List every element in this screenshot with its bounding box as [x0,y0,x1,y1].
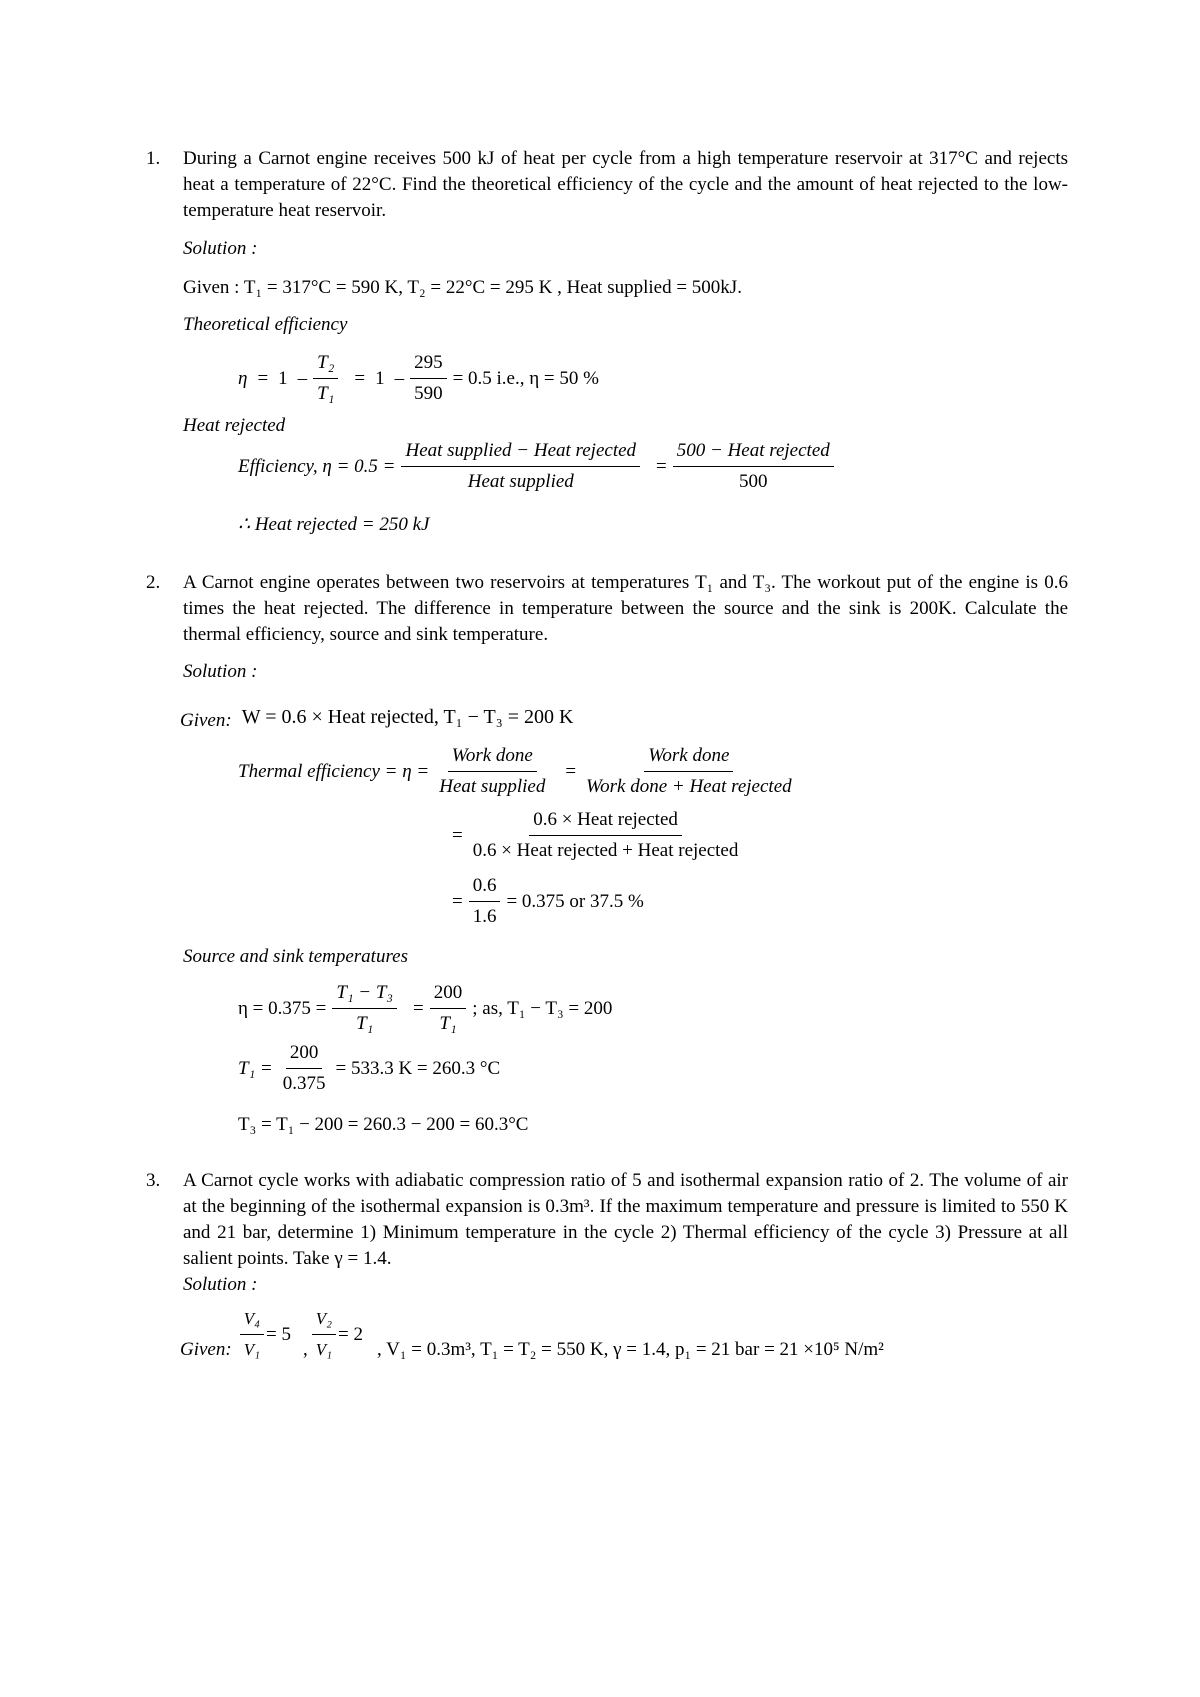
fraction-numerator: V₄ [240,1306,264,1335]
fraction-numerator: 200 [430,980,467,1009]
problem-3-statement: A Carnot cycle works with adiabatic compression ratio of 5 and isothermal expansion ratio of 2. The volume of air at the beginning of the isothermal expansion is 0.3m³. If the maximum temperature and pressure is limited to 550 K and 21 bar, determine 1) Minimum temperature in the cycle 2) Thermal efficiency of the cycle 3) Pressure at all salient points. Take γ = 1.4. [183,1170,1068,1269]
fraction-denominator: 500 [739,471,768,492]
v4-over-v1-fraction [240,1306,264,1363]
one-term: 1 [375,367,385,389]
ratio-fraction [469,807,743,864]
problem-2-solution-label: Solution : [183,661,258,682]
fraction-numerator: 295 [410,350,447,379]
v2-over-v1-fraction [312,1306,336,1363]
heat-fraction-1 [401,438,640,495]
fraction-denominator: Heat supplied [439,776,546,797]
t2-over-t1-fraction [313,350,338,407]
fraction-denominator: Heat supplied [467,471,574,492]
problem-1-final-answer: ∴ Heat rejected = 250 kJ [238,514,430,535]
problem-1-number: 1. [146,148,161,169]
eta-0375-equation [238,980,612,1037]
problem-3-solution-label: Solution : [183,1274,258,1295]
equals-sign: = [452,890,463,912]
given-expression: W = 0.6 × Heat rejected, T₁ − T₃ = 200 K [241,706,574,728]
given-label: Given: [180,710,232,731]
expansion-ratio-value: = 2 [338,1323,363,1345]
thermal-efficiency-equation [238,743,802,800]
equals-sign: = [565,760,577,782]
minus-sign: – [297,367,308,389]
fraction-denominator: 590 [414,383,443,404]
problem-1-heat-equation [238,438,840,495]
problem-2-given [180,700,573,734]
fraction-denominator: T₁ [317,383,335,404]
eta-lhs: η = 0.375 = [238,997,327,1019]
efficiency-lhs: Efficiency, η = 0.5 = [238,455,396,477]
compression-ratio-value: = 5 [266,1323,291,1345]
equals-sign: = [413,997,424,1019]
fraction-numerator: V₂ [312,1306,336,1335]
thermal-efficiency-result: = 0.375 or 37.5 % [506,890,644,912]
fraction-denominator: Work done + Heat rejected [586,776,792,797]
given-label: Given: [180,1339,232,1360]
fraction-numerator: T₁ − T₃ [332,980,397,1009]
problem-1-theoretical-label: Theoretical efficiency [183,314,348,335]
fraction-numerator: 500 − Heat rejected [673,438,834,467]
06-over-16-fraction [469,873,501,930]
fraction-denominator: T₁ [356,1013,374,1034]
problem-3-given [180,1306,884,1363]
temperature-difference-fraction [332,980,397,1037]
fraction-numerator: T₂ [313,350,338,379]
fraction-denominator: V₁ [243,1340,260,1359]
problem-2-number: 2. [146,572,161,593]
fraction-denominator: 0.6 × Heat rejected + Heat rejected [472,840,739,861]
fraction-numerator: Heat supplied − Heat rejected [401,438,640,467]
one-term: 1 [278,367,288,389]
thermal-efficiency-step-2 [452,807,748,864]
problem-1-heat-rejected-label: Heat rejected [183,415,286,436]
fraction-denominator: T₁ [439,1013,457,1034]
t1-result: = 533.3 K = 260.3 °C [335,1057,501,1079]
problem-2-statement: A Carnot engine operates between two reservoirs at temperatures T₁ and T₃. The workout put of the engine is 0.6 times the heat rejected. The difference in temperature between the source and the sink is 200K. Calculate the thermal efficiency, source and sink temperature. [183,572,1068,645]
given-values: , V₁ = 0.3m³, T₁ = T₂ = 550 K, γ = 1.4, p₁ = 21 bar = 21 ×10⁵ N/m² [376,1339,884,1360]
fraction-numerator: 200 [286,1040,323,1069]
efficiency-result: = 0.5 i.e., η = 50 % [452,367,599,389]
thermal-efficiency-lhs: Thermal efficiency = η = [238,760,430,782]
problem-3-number: 3. [146,1170,161,1191]
equals-sign: = [354,367,366,389]
work-over-heat-supplied-fraction [435,743,549,800]
heat-fraction-2 [673,438,834,495]
problem-1-efficiency-equation [238,350,599,407]
fraction-numerator: Work done [644,743,733,772]
fraction-numerator: Work done [448,743,537,772]
problem-1-given: Given : T₁ = 317°C = 590 K, T₂ = 22°C = 295 K , Heat supplied = 500kJ. [183,277,742,298]
eta-line-tail: ; as, T₁ − T₃ = 200 [472,997,613,1019]
eta-symbol: η [238,367,248,389]
fraction-numerator: 0.6 × Heat rejected [529,807,682,836]
200-over-t1-fraction [430,980,467,1037]
t1-lhs: T₁ = [238,1057,273,1079]
fraction-numerator: 0.6 [469,873,501,902]
thermal-efficiency-step-3 [452,873,644,930]
fraction-denominator: V₁ [315,1340,333,1359]
minus-sign: – [394,367,405,389]
295-over-590-fraction [410,350,447,407]
equals-sign: = [257,367,269,389]
fraction-denominator: 0.375 [282,1073,326,1094]
equals-sign: = [656,455,667,477]
t1-equation [238,1040,500,1097]
t3-equation: T₃ = T₁ − 200 = 260.3 − 200 = 60.3°C [238,1114,529,1135]
problem-1-solution-label: Solution : [183,238,258,259]
comma: , [302,1339,308,1360]
200-over-0375-fraction [279,1040,330,1097]
equals-sign: = [452,824,463,846]
work-over-total-fraction [582,743,796,800]
source-sink-label: Source and sink temperatures [183,946,408,967]
problem-1-statement: During a Carnot engine receives 500 kJ of heat per cycle from a high temperature reservoir at 317°C and rejects heat a temperature of 22°C. Find the theoretical efficiency of the cycle and the amount of heat rejected to the low-temperature heat reservoir. [183,148,1068,221]
fraction-denominator: 1.6 [472,906,497,927]
